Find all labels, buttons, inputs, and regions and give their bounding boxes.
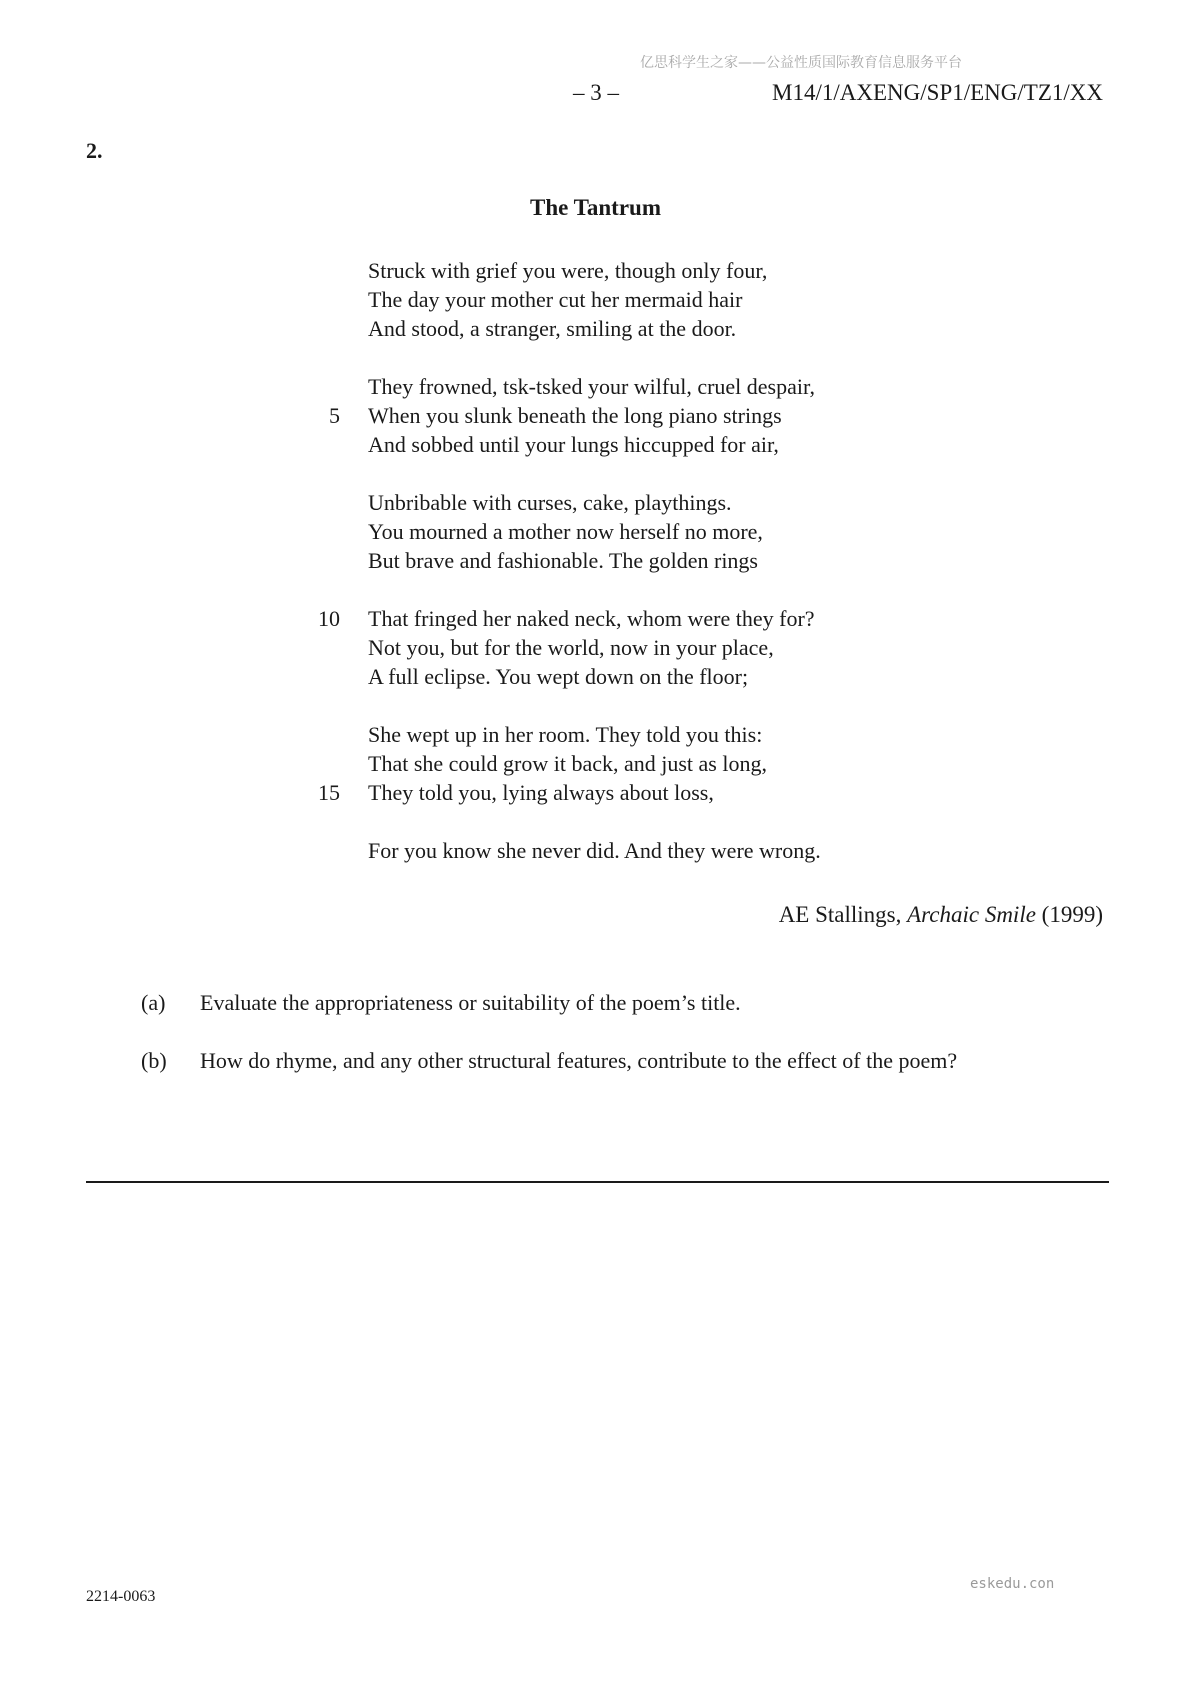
- line-text: A full eclipse. You wept down on the floor;: [368, 664, 749, 689]
- task-text: Evaluate the appropriateness or suitability of the poem’s title.: [200, 990, 741, 1015]
- line-number: 5: [329, 403, 340, 428]
- line-text: Unbribable with curses, cake, playthings.: [368, 490, 732, 515]
- task-label: (a): [141, 990, 166, 1015]
- line-text: You mourned a mother now herself no more,: [368, 519, 763, 544]
- poem-line: [0, 488, 1191, 517]
- page-number: – 3 –: [573, 80, 619, 105]
- watermark-header: 亿思科学生之家——公益性质国际教育信息服务平台: [640, 55, 962, 71]
- poem-line: [0, 749, 1191, 778]
- poem-title: The Tantrum: [529, 195, 661, 220]
- line-text: And sobbed until your lungs hiccupped for air,: [368, 432, 779, 457]
- line-text: And stood, a stranger, smiling at the door.: [368, 316, 737, 341]
- poem-line: [0, 546, 1191, 575]
- exam-code: 2214-0063: [86, 1588, 156, 1605]
- line-text: The day your mother cut her mermaid hair: [368, 287, 743, 312]
- poem-line: [0, 401, 1191, 430]
- poem-line: [0, 778, 1191, 807]
- line-text: They told you, lying always about loss,: [368, 780, 714, 805]
- poem-line: [0, 662, 1191, 691]
- section-divider: [86, 1181, 1109, 1183]
- attribution-work: Archaic Smile: [907, 902, 1036, 927]
- task-text: How do rhyme, and any other structural features, contribute to the effect of the poem?: [200, 1048, 958, 1073]
- poem-line: [0, 314, 1191, 343]
- poem-line: [0, 517, 1191, 546]
- line-text: That fringed her naked neck, whom were they for?: [368, 606, 815, 631]
- line-text: For you know she never did. And they were wrong.: [368, 838, 821, 863]
- task-label: (b): [141, 1048, 167, 1073]
- line-text: She wept up in her room. They told you this:: [368, 722, 763, 747]
- question-number: 2.: [86, 138, 103, 163]
- line-number: 10: [318, 606, 340, 631]
- line-text: Not you, but for the world, now in your place,: [368, 635, 774, 660]
- poem-line: [0, 285, 1191, 314]
- line-text: That she could grow it back, and just as long,: [368, 751, 767, 776]
- paper-code: M14/1/AXENG/SP1/ENG/TZ1/XX: [772, 80, 1103, 105]
- poem-line: [0, 256, 1191, 285]
- poem-line: [0, 372, 1191, 401]
- watermark-footer: eskedu.con: [970, 1576, 1055, 1592]
- line-number: 15: [318, 780, 340, 805]
- poem-attribution: [779, 902, 1103, 928]
- line-text: But brave and fashionable. The golden rings: [368, 548, 758, 573]
- poem-line: [0, 633, 1191, 662]
- line-text: Struck with grief you were, though only four,: [368, 258, 768, 283]
- line-text: They frowned, tsk-tsked your wilful, cruel despair,: [368, 374, 815, 399]
- poem-line: [0, 604, 1191, 633]
- attribution-author: AE Stallings,: [778, 902, 908, 927]
- poem-body: [0, 256, 1191, 865]
- attribution-year: (1999): [1035, 902, 1103, 927]
- poem-line: [0, 720, 1191, 749]
- poem-line: [0, 430, 1191, 459]
- line-text: When you slunk beneath the long piano strings: [368, 403, 782, 428]
- poem-line: [0, 836, 1191, 865]
